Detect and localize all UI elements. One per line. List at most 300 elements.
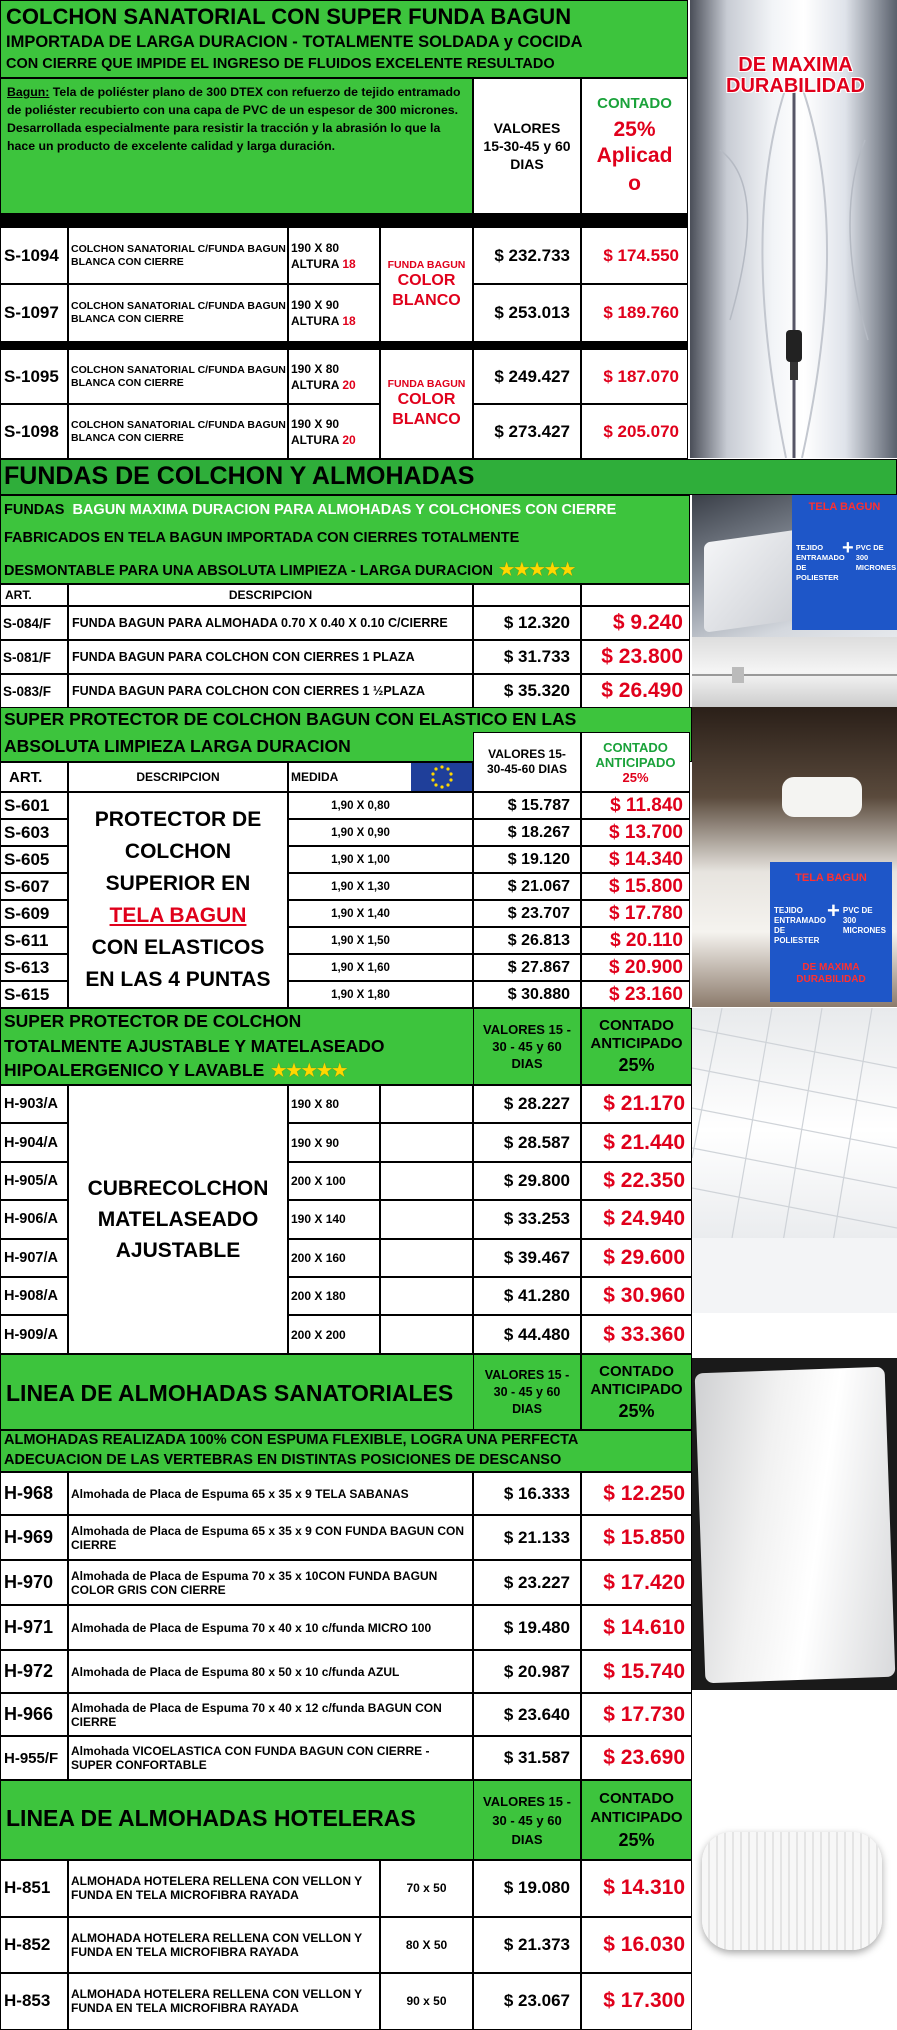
funda-bagun-label: FUNDA BAGUN — [387, 258, 466, 271]
s4-price-text: $ 28.227 — [503, 1094, 570, 1114]
foam-pillow-shape — [695, 1367, 896, 1683]
s4-medida-text: 190 X 80 — [291, 1097, 340, 1112]
foam-pillow-photo — [692, 1358, 897, 1690]
quilted-pattern — [692, 1008, 897, 1313]
s1-altura — [291, 313, 356, 329]
s1-medida — [288, 227, 380, 284]
s5-desc-text: Almohada de Placa de Espuma 70 x 40 x 10 c/funda MICRO 100 — [71, 1620, 432, 1635]
s5-contado-price-text: $ 17.420 — [603, 1570, 685, 1594]
s1-line3: CON CIERRE QUE IMPIDE EL INGRESO DE FLUIDOS EXCELENTE RESULTADO — [6, 56, 555, 72]
s4-code — [0, 1277, 68, 1315]
s1-price-text: $ 232.733 — [494, 245, 570, 265]
s1-code — [0, 284, 68, 342]
s1-price-text: $ 249.427 — [494, 366, 570, 386]
s3-medida — [288, 873, 473, 900]
s5-price-text: $ 31.587 — [503, 1748, 570, 1767]
s4-medida-text: 190 X 90 — [291, 1135, 340, 1150]
s4-price-text: $ 29.800 — [503, 1170, 570, 1190]
s5-desc-text: Almohada de Placa de Espuma 65 x 35 x 9 CON FUNDA BAGUN CON CIERRE — [71, 1523, 464, 1552]
s1-price — [473, 404, 581, 459]
s5-code-text: H-955/F — [4, 1749, 59, 1767]
s3-big-3: CON ELASTICOS EN LAS 4 PUNTAS — [85, 936, 271, 991]
s4-code — [0, 1123, 68, 1161]
maxima-durabilidad-label: DE MAXIMA DURABILIDAD — [726, 54, 865, 97]
s5-valores-header — [473, 1354, 581, 1430]
s2-code-text: S-084/F — [3, 615, 52, 631]
s3-price-text: $ 23.707 — [507, 904, 570, 922]
bagun-label: Bagun: — [7, 85, 50, 99]
s4-medida — [288, 1085, 380, 1123]
s5-code — [0, 1560, 68, 1605]
s3-contado-price — [581, 981, 690, 1008]
s3-big-2: TELA BAGUN — [109, 904, 247, 927]
s2-line3 — [4, 560, 575, 580]
s2-code — [0, 674, 68, 708]
s4-valores-header — [473, 1008, 581, 1085]
s2-h-art: ART. — [5, 588, 32, 602]
s4-medida-text: 200 X 100 — [291, 1173, 346, 1188]
s5-desc-text: Almohada de Placa de Espuma 70 x 35 x 10CON FUNDA BAGUN COLOR GRIS CON CIERRE — [71, 1568, 438, 1597]
s5-price — [473, 1515, 581, 1560]
s4-medida — [288, 1315, 380, 1353]
s5-price — [473, 1693, 581, 1736]
s1-contado-price — [581, 349, 688, 404]
s3-contado-price-text: $ 20.110 — [610, 929, 683, 951]
s5-desc — [68, 1736, 473, 1780]
s4-blank — [380, 1315, 473, 1353]
s6-valores: VALORES 15 - 30 - 45 y 60 DIAS — [483, 1793, 571, 1847]
s1-code-text: S-1097 — [4, 303, 59, 322]
tela-bagun-title: TELA BAGUN — [808, 501, 881, 513]
s1-desc-text: COLCHON SANATORIAL C/FUNDA BAGUN BLANCA CON CIERRE — [71, 363, 286, 389]
s3-line1: SUPER PROTECTOR DE COLCHON BAGUN CON ELASTICO EN LAS — [4, 709, 577, 729]
s5-code-text: H-970 — [4, 1572, 54, 1592]
s3-contado-price-text: $ 14.340 — [609, 848, 683, 870]
s6-price — [473, 1917, 581, 1974]
s4-line3-text: HIPOALERGENICO Y LAVABLE — [4, 1060, 265, 1080]
s3-price — [473, 792, 581, 819]
s6-pct: 25% — [618, 1830, 655, 1850]
s4-price — [473, 1239, 581, 1277]
s1-desc-text: COLCHON SANATORIAL C/FUNDA BAGUN BLANCA CON CIERRE — [71, 418, 286, 444]
s4-price-text: $ 28.587 — [503, 1132, 570, 1152]
s1-medida — [288, 404, 380, 459]
s5-contado-price — [581, 1736, 692, 1780]
s5-contado-price — [581, 1693, 692, 1736]
s6-desc-text: ALMOHADA HOTELERA RELLENA CON VELLON Y FUNDA EN TELA MICROFIBRA RAYADA — [71, 1987, 362, 2016]
hotel-pillow-photo — [692, 1780, 897, 2030]
plus-icon-2: + — [827, 898, 840, 923]
s1-medida — [288, 349, 380, 404]
s3-h-art: ART. — [9, 768, 43, 786]
s6-code-text: H-852 — [4, 1934, 51, 1954]
s4-medida — [288, 1277, 380, 1315]
s5-desc — [68, 1472, 473, 1515]
s1-contado: CONTADO — [597, 94, 672, 112]
s3-price-text: $ 15.787 — [507, 796, 570, 814]
s2-code-text: S-081/F — [3, 649, 52, 665]
tela-bagun-box-2 — [770, 862, 892, 1002]
fundas-label: FUNDAS — [4, 502, 65, 518]
s6-price — [473, 1973, 581, 2030]
s3-valores: VALORES 15-30-45-60 DIAS — [486, 747, 568, 776]
s1-contado-price — [581, 284, 688, 342]
s3-price-text: $ 18.267 — [507, 823, 570, 841]
s3-h-medida: MEDIDA — [291, 770, 339, 784]
s3-code — [0, 927, 68, 954]
s5-desc — [68, 1693, 473, 1736]
s1-medida-text: 190 X 80 — [291, 361, 340, 376]
s4-code — [0, 1162, 68, 1200]
s1-code — [0, 349, 68, 404]
s2-desc-text: FUNDA BAGUN PARA COLCHON CON CIERRES 1 ½PLAZA — [72, 684, 426, 698]
s3-contado-price-text: $ 15.800 — [609, 875, 683, 897]
s3-code-text: S-613 — [4, 957, 50, 977]
s5-price — [473, 1472, 581, 1515]
s3-col-medida — [288, 762, 473, 792]
s5-code-text: H-971 — [4, 1617, 54, 1637]
s3-code — [0, 981, 68, 1008]
tela-bagun-title-2: TELA BAGUN — [795, 872, 867, 884]
s4-medida — [288, 1123, 380, 1161]
s2-price — [473, 606, 581, 640]
s6-desc-text: ALMOHADA HOTELERA RELLENA CON VELLON Y FUNDA EN TELA MICROFIBRA RAYADA — [71, 1874, 362, 1903]
s4-code-text: H-905/A — [4, 1172, 58, 1189]
s4-contado-price-text: $ 24.940 — [603, 1207, 685, 1231]
s3-big-1: PROTECTOR DE COLCHON SUPERIOR EN — [94, 808, 262, 895]
s4-medida — [288, 1239, 380, 1277]
s4-blank — [380, 1200, 473, 1238]
s1-alt-value: 18 — [342, 314, 356, 328]
s1-funda-color-b — [380, 349, 473, 459]
s4-contado-price — [581, 1162, 692, 1200]
s4-medida — [288, 1200, 380, 1238]
tela-bagun-box — [792, 495, 897, 630]
s2-contado-price-text: $ 23.800 — [601, 645, 683, 668]
s3-medida-text: 1,90 X 0,80 — [331, 799, 390, 812]
s1-contado-price-text: $ 205.070 — [603, 421, 679, 441]
s3-contado-price — [581, 819, 690, 846]
funda-zipper-photo — [692, 637, 897, 707]
s4-blank — [380, 1085, 473, 1123]
mattress-zipper-photo — [690, 0, 897, 458]
s4-code-text: H-906/A — [4, 1211, 58, 1228]
s4-code — [0, 1200, 68, 1238]
s1-contado-price — [581, 227, 688, 284]
funda-bagun-label: FUNDA BAGUN — [387, 378, 466, 390]
s2-col-blank2 — [581, 584, 690, 606]
s3-contado-price-text: $ 11.840 — [610, 794, 683, 816]
s6-contado-price-text: $ 16.030 — [603, 1932, 685, 1956]
s3-medida — [288, 900, 473, 927]
s6-medida — [380, 1917, 473, 1974]
s2-contado-price — [581, 606, 690, 640]
s3-code-text: S-601 — [4, 795, 50, 815]
s5-contado-price-text: $ 15.850 — [603, 1525, 685, 1549]
s6-contado-price-text: $ 17.300 — [603, 1989, 685, 2013]
s4-medida-text: 200 X 180 — [291, 1289, 346, 1304]
eu-flag-icon — [411, 762, 473, 792]
s3-valores-header — [473, 732, 581, 792]
s3-medida-text: 1,90 X 1,50 — [331, 934, 390, 947]
s6-price-text: $ 19.080 — [503, 1878, 570, 1898]
s5-contado: CONTADO ANTICIPADO — [590, 1362, 683, 1398]
s3-line2: ABSOLUTA LIMPIEZA LARGA DURACION — [4, 736, 351, 756]
s1-alt-label: ALTURA — [291, 256, 339, 271]
s3-medida — [288, 819, 473, 846]
s1-contado-price-text: $ 174.550 — [603, 245, 679, 265]
s3-medida — [288, 954, 473, 981]
s6-valores-header — [473, 1780, 581, 1860]
s6-medida-text: 80 X 50 — [405, 1937, 448, 1952]
s6-code — [0, 1973, 68, 2030]
s1-aplicado: Aplicad o — [596, 143, 673, 195]
s5-contado-price — [581, 1650, 692, 1693]
s1-title: COLCHON SANATORIAL CON SUPER FUNDA BAGUN — [6, 4, 572, 29]
s5-code-text: H-966 — [4, 1704, 54, 1724]
s3-code — [0, 846, 68, 873]
s1-alt-label: ALTURA — [291, 377, 339, 392]
s1-divider-1 — [0, 214, 688, 227]
s3-medida — [288, 927, 473, 954]
s1-contado-price — [581, 404, 688, 459]
s1-alt-label: ALTURA — [291, 432, 339, 447]
tejido-label: TEJIDO ENTRAMADO DE POLIESTER — [796, 543, 845, 582]
s2-code-text: S-083/F — [3, 683, 52, 699]
s4-line1: SUPER PROTECTOR DE COLCHON — [4, 1011, 302, 1031]
s5-code — [0, 1650, 68, 1693]
pillow-shape — [782, 777, 862, 817]
s3-price — [473, 981, 581, 1008]
s3-medida — [288, 792, 473, 819]
s2-contado-price — [581, 640, 690, 674]
s1-code-text: S-1094 — [4, 245, 59, 265]
s5-desc — [68, 1605, 473, 1650]
s6-code — [0, 1917, 68, 1974]
s4-price — [473, 1085, 581, 1123]
s5-valores: VALORES 15 - 30 - 45 y 60 DIAS — [484, 1367, 570, 1416]
s1-description — [0, 78, 473, 214]
s1-price — [473, 284, 581, 342]
s3-price — [473, 954, 581, 981]
s3-medida-text: 1,90 X 0,90 — [331, 826, 390, 839]
s1-desc — [68, 284, 288, 342]
rating-stars: ★★★★★ — [498, 560, 576, 579]
s5-contado-price — [581, 1605, 692, 1650]
s6-contado-price-text: $ 14.310 — [603, 1876, 685, 1900]
s2-code — [0, 640, 68, 674]
s4-line2: TOTALMENTE AJUSTABLE Y MATELASEADO — [4, 1036, 385, 1056]
s5-price — [473, 1605, 581, 1650]
s1-valores: VALORES 15-30-45 y 60 DIAS — [483, 120, 571, 172]
s4-product-name — [68, 1085, 288, 1354]
s1-altura — [291, 377, 356, 393]
s3-price-text: $ 21.067 — [507, 877, 570, 895]
s5-desc — [68, 1515, 473, 1560]
hotel-pillow-shape — [702, 1832, 882, 1950]
s4-code-text: H-903/A — [4, 1096, 58, 1113]
s5-price — [473, 1560, 581, 1605]
s5-desc-text: Almohada de Placa de Espuma 70 x 40 x 12 c/funda BAGUN CON CIERRE — [71, 1700, 442, 1729]
maxima-label-2: DE MAXIMA DURABILIDAD — [796, 962, 866, 985]
s1-altura — [291, 432, 356, 448]
s5-title: LINEA DE ALMOHADAS SANATORIALES — [6, 1380, 454, 1406]
s6-contado-price — [581, 1917, 692, 1974]
s4-contado-price — [581, 1239, 692, 1277]
s3-price-text: $ 30.880 — [507, 985, 570, 1003]
s5-contado-price-text: $ 23.690 — [603, 1746, 685, 1769]
s1-code-text: S-1095 — [4, 366, 59, 386]
color-blanco-label: COLOR BLANCO — [392, 271, 461, 309]
s5-price — [473, 1736, 581, 1780]
s5-price-text: $ 23.227 — [503, 1572, 570, 1592]
s2-title: FUNDAS DE COLCHON Y ALMOHADAS — [4, 462, 475, 490]
s2-price-text: $ 12.320 — [503, 613, 570, 632]
tejido-label-2: TEJIDO ENTRAMADO DE POLIESTER — [774, 906, 826, 945]
s3-code — [0, 873, 68, 900]
s5-contado-header — [581, 1354, 692, 1430]
s4-contado: CONTADO ANTICIPADO — [590, 1017, 683, 1052]
s4-contado-price-text: $ 22.350 — [603, 1168, 685, 1192]
s1-pct: 25% — [613, 117, 656, 141]
plus-icon: + — [842, 537, 854, 559]
s2-contado-price-text: $ 26.490 — [601, 679, 683, 702]
color-blanco-label: COLOR BLANCO — [392, 391, 461, 428]
s5-desc — [68, 1560, 473, 1605]
s4-contado-price — [581, 1315, 692, 1353]
s1-code-text: S-1098 — [4, 421, 59, 441]
s3-price — [473, 819, 581, 846]
s3-pct: 25% — [622, 769, 649, 785]
s2-price-text: $ 31.733 — [503, 647, 570, 666]
s4-blank — [380, 1277, 473, 1315]
s4-blank — [380, 1239, 473, 1277]
s4-price — [473, 1162, 581, 1200]
s5-contado-price-text: $ 14.610 — [603, 1615, 685, 1639]
s6-contado: CONTADO ANTICIPADO — [590, 1790, 683, 1826]
s3-medida-text: 1,90 X 1,00 — [331, 853, 390, 866]
s2-line2: FABRICADOS EN TELA BAGUN IMPORTADA CON CIERRES TOTALMENTE — [4, 530, 520, 546]
s4-price — [473, 1315, 581, 1353]
s5-contado-price-text: $ 12.250 — [603, 1481, 685, 1505]
s4-contado-price-text: $ 30.960 — [603, 1284, 685, 1308]
s3-code-text: S-615 — [4, 984, 50, 1004]
s3-price-text: $ 27.867 — [507, 958, 570, 976]
s4-price-text: $ 33.253 — [503, 1209, 570, 1229]
s2-contado-price — [581, 674, 690, 708]
s2-col-blank1 — [473, 584, 581, 606]
s3-code-text: S-607 — [4, 876, 50, 896]
s4-code-text: H-909/A — [4, 1326, 58, 1343]
s2-desc — [68, 674, 473, 708]
s3-contado-price-text: $ 13.700 — [609, 821, 683, 843]
s4-contado-price — [581, 1200, 692, 1238]
s5-code — [0, 1472, 68, 1515]
s4-blank — [380, 1123, 473, 1161]
s2-line3-text: DESMONTABLE PARA UNA ABSOLUTA LIMPIEZA - LARGA DURACION — [4, 563, 493, 579]
s1-medida — [288, 284, 380, 342]
s3-contado-price — [581, 900, 690, 927]
funda-bagun-photo — [692, 495, 897, 660]
s5-contado-price — [581, 1515, 692, 1560]
s5-pct: 25% — [618, 1400, 655, 1421]
s3-contado: CONTADO ANTICIPADO — [595, 739, 676, 770]
s3-contado-price — [581, 954, 690, 981]
s3-code — [0, 900, 68, 927]
s1-price-text: $ 253.013 — [494, 303, 570, 322]
s1-medida-text: 190 X 80 — [291, 240, 340, 255]
s3-contado-price-text: $ 20.900 — [609, 956, 683, 978]
s2-h-desc: DESCRIPCION — [228, 588, 313, 602]
s4-contado-price — [581, 1123, 692, 1161]
s1-code — [0, 227, 68, 284]
s4-big: CUBRECOLCHON MATELASEADO AJUSTABLE — [87, 1177, 269, 1262]
s2-code — [0, 606, 68, 640]
s1-subtitle: IMPORTADA DE LARGA DURACION - TOTALMENTE SOLDADA y COCIDA — [6, 33, 583, 51]
zipper-detail — [692, 637, 897, 707]
s3-code — [0, 792, 68, 819]
s3-code-text: S-609 — [4, 903, 50, 923]
s5-code — [0, 1515, 68, 1560]
s4-code-text: H-904/A — [4, 1134, 58, 1151]
s5-code — [0, 1693, 68, 1736]
s4-blank — [380, 1162, 473, 1200]
s6-desc — [68, 1917, 380, 1974]
protector-bed-photo — [692, 707, 897, 1007]
s4-contado-price — [581, 1085, 692, 1123]
s4-contado-price-text: $ 33.360 — [603, 1322, 685, 1346]
s3-medida — [288, 981, 473, 1008]
s6-contado-price — [581, 1973, 692, 2030]
s5-code-text: H-969 — [4, 1527, 54, 1547]
s4-contado-price-text: $ 29.600 — [603, 1245, 685, 1269]
s3-price — [473, 873, 581, 900]
s5-desc-text: Almohada de Placa de Espuma 80 x 50 x 10 c/funda AZUL — [71, 1664, 400, 1679]
s4-line3 — [4, 1060, 347, 1081]
s4-contado-price-text: $ 21.440 — [603, 1130, 685, 1154]
s1-desc-text: COLCHON SANATORIAL C/FUNDA BAGUN BLANCA CON CIERRE — [71, 242, 286, 268]
s4-contado-price-text: $ 21.170 — [603, 1092, 685, 1116]
s2-contado-price-text: $ 9.240 — [612, 611, 683, 634]
s3-contado-header — [581, 732, 690, 792]
s5-price-text: $ 21.133 — [503, 1527, 570, 1547]
s6-medida-text: 70 x 50 — [406, 1881, 447, 1896]
s5-contado-price-text: $ 17.730 — [603, 1702, 685, 1726]
s3-contado-price — [581, 792, 690, 819]
s2-line1 — [4, 502, 616, 518]
s4-contado-price — [581, 1277, 692, 1315]
s6-price — [473, 1860, 581, 1917]
s4-code — [0, 1239, 68, 1277]
s6-price-text: $ 23.067 — [503, 1991, 570, 2011]
s6-contado-price — [581, 1860, 692, 1917]
s1-contado-header — [581, 78, 688, 214]
s4-valores: VALORES 15 - 30 - 45 y 60 DIAS — [483, 1022, 571, 1071]
s2-desc — [68, 640, 473, 674]
s3-medida-text: 1,90 X 1,60 — [331, 961, 390, 974]
s2-desc-text: FUNDA BAGUN PARA ALMOHADA 0.70 X 0.40 X 0.10 C/CIERRE — [72, 616, 448, 630]
s4-code-text: H-908/A — [4, 1288, 58, 1305]
s3-price-text: $ 19.120 — [507, 850, 570, 868]
s6-contado-header — [581, 1780, 692, 1860]
s5-desc — [68, 1650, 473, 1693]
s6-medida — [380, 1860, 473, 1917]
s3-contado-price — [581, 873, 690, 900]
s6-code-text: H-851 — [4, 1878, 51, 1898]
s1-code — [0, 404, 68, 459]
s5-code — [0, 1605, 68, 1650]
s6-desc-text: ALMOHADA HOTELERA RELLENA CON VELLON Y FUNDA EN TELA MICROFIBRA RAYADA — [71, 1930, 362, 1959]
